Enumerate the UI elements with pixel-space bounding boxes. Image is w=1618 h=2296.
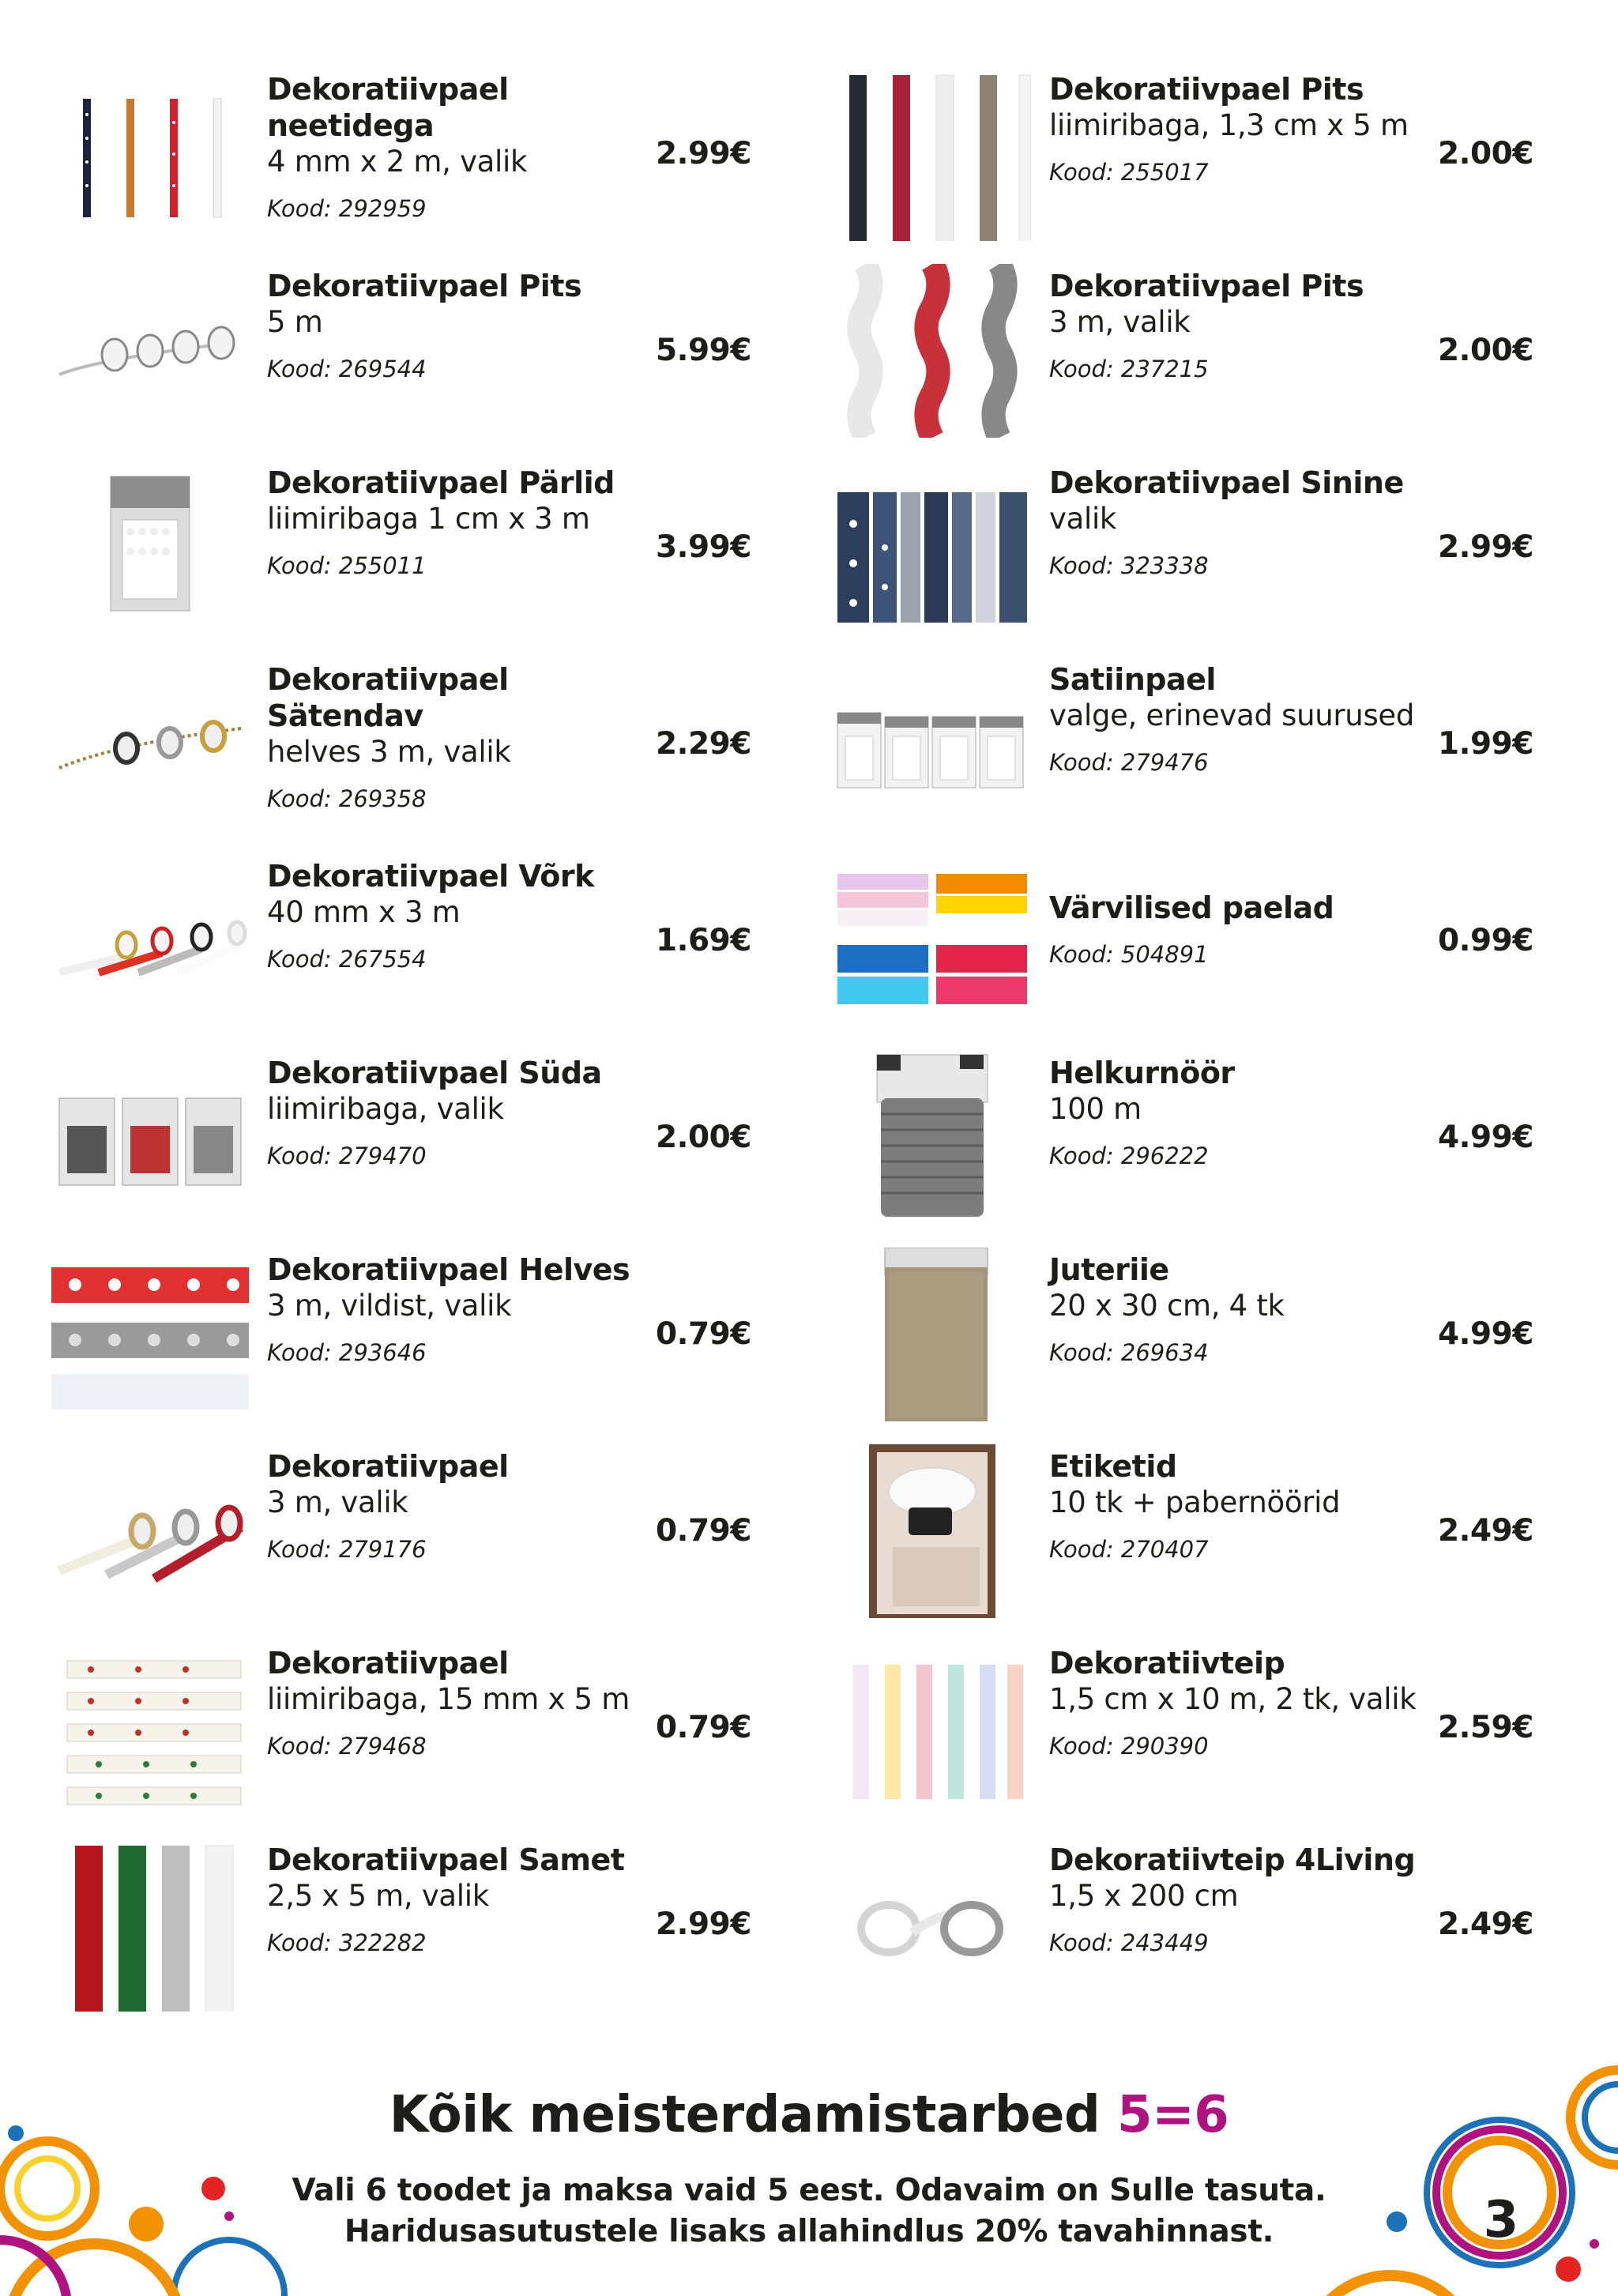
product-item[interactable] [830, 1826, 1572, 2023]
product-name: Dekoratiivpael [267, 1449, 509, 1484]
product-code: Kood: 293646 [267, 1339, 427, 1366]
product-code: Kood: 269358 [267, 785, 427, 812]
product-price: 2.59€ [1438, 1710, 1533, 1745]
product-code: Kood: 279476 [1049, 749, 1209, 776]
promo-line-1: Vali 6 toodet ja maksa vaid 5 eest. Odavaim on Sulle tasuta. [292, 2173, 1326, 2208]
product-info [1049, 1448, 1444, 1614]
product-image [47, 260, 253, 442]
product-description: 1,5 x 200 cm [1049, 1879, 1239, 1913]
product-item[interactable] [47, 646, 790, 842]
product-description: 2,5 x 5 m, valik [267, 1879, 489, 1913]
product-info [267, 465, 662, 630]
product-price: 2.99€ [656, 1906, 751, 1942]
product-code: Kood: 504891 [1049, 941, 1209, 968]
product-info [1049, 268, 1444, 434]
product-image [830, 260, 1035, 442]
product-name: Dekoratiivpael Sätendav [267, 662, 509, 733]
product-item[interactable] [47, 1629, 790, 1826]
product-code: Kood: 292959 [267, 195, 427, 222]
product-description: 1,5 cm x 10 m, 2 tk, valik [1049, 1682, 1417, 1716]
product-price: 4.99€ [1438, 1120, 1533, 1155]
promo-title-accent: 5=6 [1117, 2086, 1229, 2144]
product-item[interactable] [47, 1432, 790, 1629]
product-image [830, 1637, 1035, 1819]
product-price: 2.00€ [1438, 136, 1533, 171]
promo-footer [0, 2046, 1618, 2296]
product-name: Dekoratiivteip 4Living [1049, 1842, 1416, 1877]
product-item[interactable] [47, 1039, 790, 1236]
product-name: Dekoratiivpael Pits [1049, 72, 1364, 107]
product-info [267, 661, 662, 827]
product-image [830, 457, 1035, 638]
product-image [47, 653, 253, 835]
product-code: Kood: 323338 [1049, 552, 1209, 579]
product-column-left [47, 55, 790, 2023]
product-price: 2.29€ [656, 726, 751, 762]
product-image [830, 653, 1035, 835]
product-item[interactable] [47, 1236, 790, 1432]
product-image [830, 850, 1035, 1032]
product-image [47, 457, 253, 638]
product-item[interactable] [830, 646, 1572, 842]
product-code: Kood: 322282 [267, 1929, 427, 1956]
product-code: Kood: 279468 [267, 1733, 427, 1760]
product-description: 3 m, valik [267, 1485, 408, 1519]
product-item[interactable] [830, 252, 1572, 449]
product-description: 20 x 30 cm, 4 tk [1049, 1289, 1285, 1323]
product-code: Kood: 296222 [1049, 1142, 1209, 1169]
product-info [267, 1055, 662, 1221]
product-item[interactable] [830, 1039, 1572, 1236]
product-price: 4.99€ [1438, 1316, 1533, 1352]
product-description: liimiribaga 1 cm x 3 m [267, 502, 590, 536]
product-item[interactable] [47, 449, 790, 646]
product-code: Kood: 269634 [1049, 1339, 1209, 1366]
product-price: 2.49€ [1438, 1513, 1533, 1549]
product-name: Helkurnöör [1049, 1056, 1235, 1090]
product-item[interactable] [47, 842, 790, 1039]
product-info [267, 858, 662, 1024]
product-item[interactable] [47, 252, 790, 449]
promo-title [0, 2086, 1618, 2144]
product-name: Dekoratiivpael Helves [267, 1252, 630, 1287]
promo-title-main: Kõik meisterdamistarbed [389, 2086, 1101, 2144]
product-info [267, 1448, 662, 1614]
product-image [47, 1834, 253, 2016]
product-image [47, 1047, 253, 1229]
product-image [47, 1637, 253, 1819]
product-name: Dekoratiivpael Sinine [1049, 465, 1404, 500]
product-image [47, 850, 253, 1032]
product-name: Dekoratiivpael [267, 1646, 509, 1681]
product-name: Värvilised paelad [1049, 890, 1334, 925]
product-item[interactable] [47, 55, 790, 252]
page-number: 3 [1483, 2191, 1519, 2249]
product-description: valik [1049, 502, 1117, 536]
product-name: Dekoratiivpael Pits [1049, 269, 1364, 303]
product-info [267, 1842, 662, 2008]
product-info [1049, 890, 1444, 1056]
product-description: helves 3 m, valik [267, 735, 511, 769]
product-info [1049, 1252, 1444, 1417]
promo-line-2: Haridusasutustele lisaks allahindlus 20% tavahinnast. [344, 2214, 1274, 2249]
product-info [267, 1645, 662, 1811]
product-name: Dekoratiivpael Võrk [267, 859, 594, 894]
product-price: 0.79€ [656, 1316, 751, 1352]
product-info [1049, 465, 1444, 630]
product-code: Kood: 270407 [1049, 1536, 1209, 1563]
product-code: Kood: 255017 [1049, 159, 1209, 186]
product-info [267, 1252, 662, 1417]
product-info [267, 71, 662, 237]
product-name: Dekoratiivpael neetidega [267, 72, 509, 143]
product-code: Kood: 267554 [267, 946, 427, 973]
product-price: 2.99€ [1438, 529, 1533, 565]
product-description: liimiribaga, 1,3 cm x 5 m [1049, 108, 1409, 142]
product-price: 2.00€ [656, 1120, 751, 1155]
decorative-circles-icon [0, 2046, 1618, 2296]
product-info [1049, 71, 1444, 237]
product-code: Kood: 243449 [1049, 1929, 1209, 1956]
product-description: valge, erinevad suurused [1049, 698, 1415, 732]
product-item[interactable] [830, 842, 1572, 1039]
product-price: 0.79€ [656, 1710, 751, 1745]
product-item[interactable] [830, 1236, 1572, 1432]
product-name: Satiinpael [1049, 662, 1216, 697]
product-image [47, 1244, 253, 1425]
product-item[interactable] [830, 1432, 1572, 1629]
product-price: 0.99€ [1438, 923, 1533, 958]
product-description: 10 tk + pabernöörid [1049, 1485, 1341, 1519]
product-info [267, 268, 662, 434]
product-image [830, 1047, 1035, 1229]
product-info [1049, 1842, 1444, 2008]
product-image [830, 1244, 1035, 1425]
product-description: liimiribaga, 15 mm x 5 m [267, 1682, 630, 1716]
product-code: Kood: 279176 [267, 1536, 427, 1563]
product-info [1049, 1645, 1444, 1811]
product-price: 0.79€ [656, 1513, 751, 1549]
product-description: 40 mm x 3 m [267, 895, 461, 929]
product-column-right [830, 55, 1572, 2023]
product-image [47, 1440, 253, 1622]
product-price: 1.69€ [656, 923, 751, 958]
product-image [830, 63, 1035, 245]
product-description: 3 m, vildist, valik [267, 1289, 512, 1323]
product-description: liimiribaga, valik [267, 1092, 504, 1126]
product-price: 5.99€ [656, 333, 751, 368]
product-description: 4 mm x 2 m, valik [267, 145, 528, 179]
product-name: Dekoratiivpael Pits [267, 269, 582, 303]
product-image [47, 63, 253, 245]
product-item[interactable] [830, 449, 1572, 646]
product-price: 3.99€ [656, 529, 751, 565]
product-name: Juteriie [1049, 1252, 1169, 1287]
product-name: Dekoratiivpael Pärlid [267, 465, 615, 500]
product-price: 2.99€ [656, 136, 751, 171]
product-info [1049, 661, 1444, 827]
product-code: Kood: 255011 [267, 552, 427, 579]
product-item[interactable] [830, 55, 1572, 252]
product-name: Dekoratiivpael Süda [267, 1056, 602, 1090]
product-name: Etiketid [1049, 1449, 1177, 1484]
product-item[interactable] [47, 1826, 790, 2023]
product-image [830, 1834, 1035, 2016]
product-image [830, 1440, 1035, 1622]
product-description: 5 m [267, 305, 323, 339]
product-description: 100 m [1049, 1092, 1142, 1126]
product-code: Kood: 290390 [1049, 1733, 1209, 1760]
product-price: 2.49€ [1438, 1906, 1533, 1942]
product-item[interactable] [830, 1629, 1572, 1826]
product-info [1049, 1055, 1444, 1221]
product-name: Dekoratiivpael Samet [267, 1842, 625, 1877]
product-code: Kood: 269544 [267, 356, 427, 382]
product-code: Kood: 279470 [267, 1142, 427, 1169]
product-description: 3 m, valik [1049, 305, 1191, 339]
product-code: Kood: 237215 [1049, 356, 1209, 382]
product-name: Dekoratiivteip [1049, 1646, 1285, 1681]
product-price: 2.00€ [1438, 333, 1533, 368]
product-price: 1.99€ [1438, 726, 1533, 762]
